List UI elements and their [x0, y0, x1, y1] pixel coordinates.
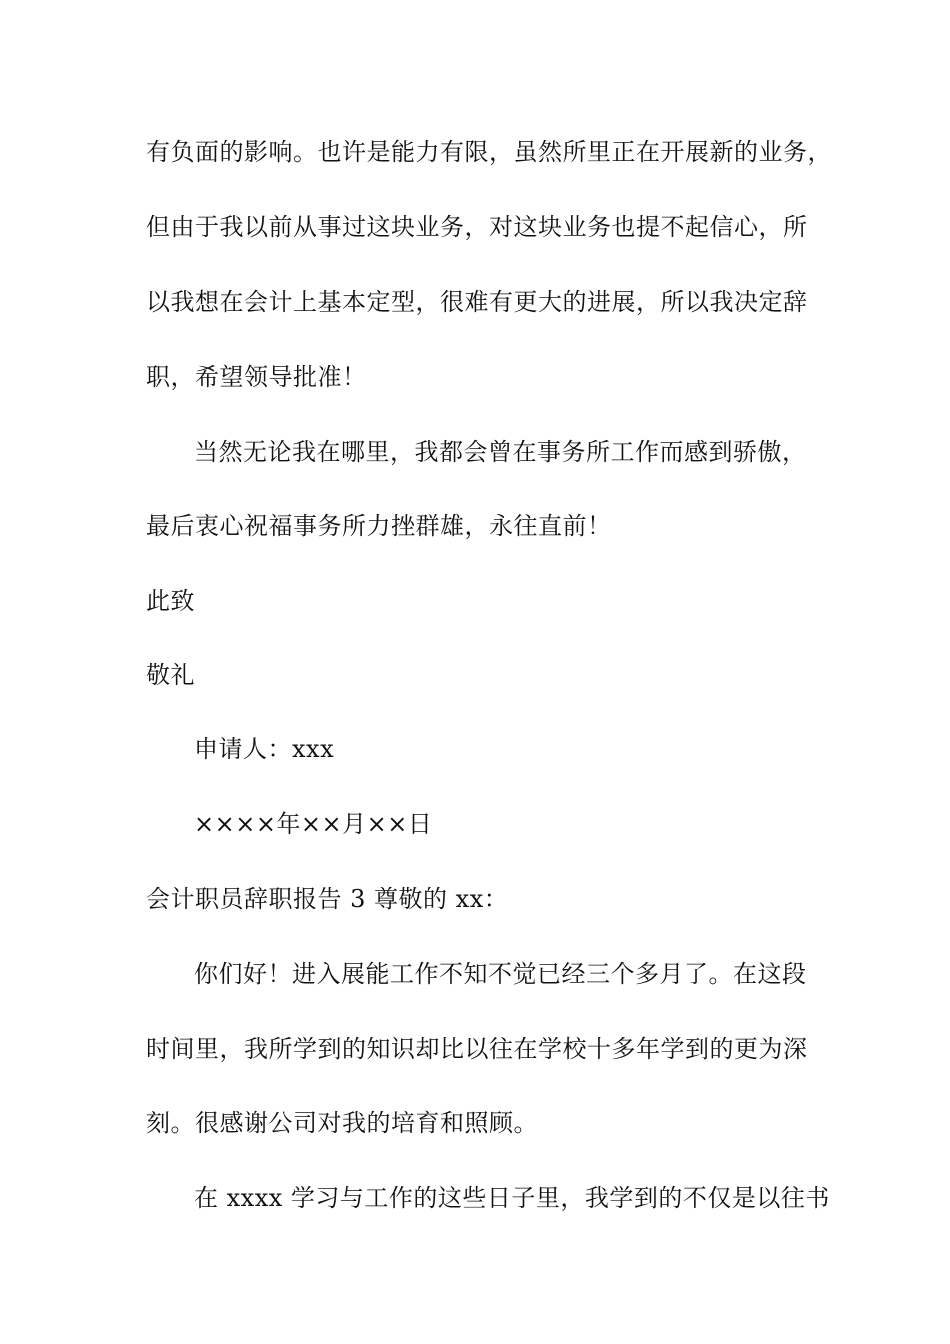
paragraph-line: 以我想在会计上基本定型，很难有更大的进展，所以我决定辞 — [146, 288, 808, 316]
signature-date: ××××年××月××日 — [194, 810, 433, 838]
section-heading: 会计职员辞职报告 3 尊敬的 xx： — [146, 885, 509, 913]
paragraph-line: 有负面的影响。也许是能力有限，虽然所里正在开展新的业务， — [146, 138, 832, 166]
paragraph-line: 当然无论我在哪里，我都会曾在事务所工作而感到骄傲， — [194, 438, 807, 466]
closing-regards: 敬礼 — [146, 661, 195, 689]
paragraph-line: 职，希望领导批准！ — [146, 363, 367, 391]
paragraph-line: 时间里，我所学到的知识却比以往在学校十多年学到的更为深 — [146, 1035, 808, 1063]
paragraph-line: 你们好！进入展能工作不知不觉已经三个多月了。在这段 — [194, 960, 807, 988]
closing-salutation: 此致 — [146, 587, 195, 615]
paragraph-line: 在 xxxx 学习与工作的这些日子里，我学到的不仅是以往书 — [194, 1184, 830, 1212]
paragraph-line: 但由于我以前从事过这块业务，对这块业务也提不起信心，所 — [146, 213, 808, 241]
paragraph-line: 刻。很感谢公司对我的培育和照顾。 — [146, 1109, 538, 1137]
applicant-signature: 申请人：xxx — [194, 735, 335, 763]
paragraph-line: 最后衷心祝福事务所力挫群雄，永往直前！ — [146, 512, 612, 540]
